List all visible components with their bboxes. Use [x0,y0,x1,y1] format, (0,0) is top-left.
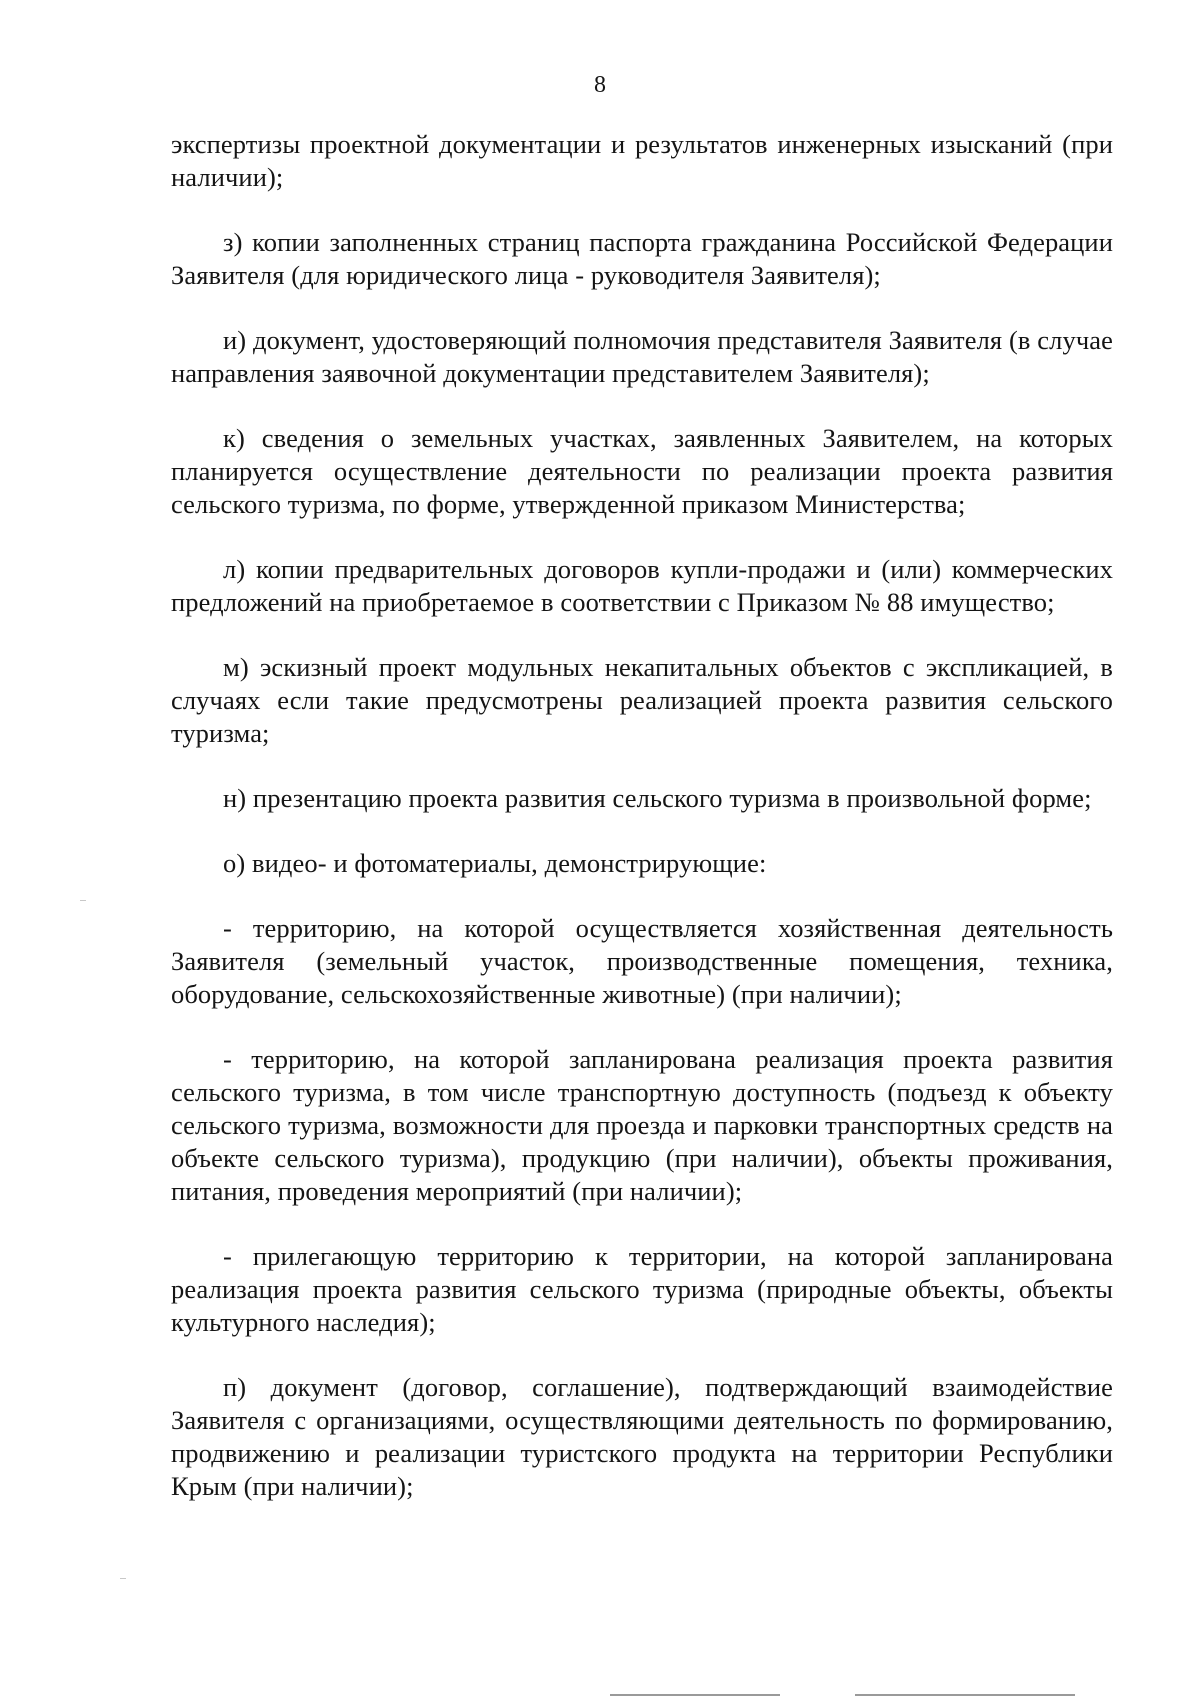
paragraph-bullet-territory-project: - территорию, на которой запланирована реализация проекта развития сельского туризма, в том числе транспортную доступность (подъезд к объекту сельского туризма, возможности для проезда и парковки транспортных средств на объекте сельского туризма), продукцию (при наличии), объекты проживания, питания, проведения мероприятий (при наличии); [171,1044,1113,1206]
paragraph-item-n: н) презентацию проекта развития сельского туризма в произвольной форме; [223,783,1092,813]
scan-margin-mark [80,900,86,901]
paragraph-item-m: м) эскизный проект модульных некапитальных объектов с экспликацией, в случаях если такие предусмотрены реализацией проекта развития сельского туризма; [171,652,1113,748]
footer-scan-line [610,1694,780,1696]
document-body [171,128,1113,1535]
paragraph-bullet-adjacent-territory: - прилегающую территорию к территории, на которой запланирована реализация проекта развития сельского туризма (природные объекты, объекты культурного наследия); [171,1241,1113,1337]
footer-scan-line [855,1694,1075,1696]
paragraph-item-p: п) документ (договор, соглашение), подтверждающий взаимодействие Заявителя с организациями, осуществляющими деятельность по формированию, продвижению и реализации туристского продукта на территории Республики Крым (при наличии); [171,1372,1113,1501]
paragraph-continued: экспертизы проектной документации и результатов инженерных изысканий (при наличии); [171,129,1113,192]
paragraph-item-o: о) видео- и фотоматериалы, демонстрирующие: [223,848,767,878]
paragraph-item-i: и) документ, удостоверяющий полномочия представителя Заявителя (в случае направления заявочной документации представителем Заявителя); [171,325,1113,388]
scan-margin-mark [120,1578,126,1579]
page-number: 8 [594,72,606,98]
paragraph-item-k: к) сведения о земельных участках, заявленных Заявителем, на которых планируется осуществление деятельности по реализации проекта развития сельского туризма, по форме, утвержденной приказом Министерства; [171,423,1113,519]
paragraph-item-z: з) копии заполненных страниц паспорта гражданина Российской Федерации Заявителя (для юридического лица - руководителя Заявителя); [171,227,1113,290]
paragraph-bullet-territory-activity: - территорию, на которой осуществляется хозяйственная деятельность Заявителя (земельный участок, производственные помещения, техника, оборудование, сельскохозяйственные животные) (при наличии); [171,913,1113,1009]
paragraph-item-l: л) копии предварительных договоров купли-продажи и (или) коммерческих предложений на приобретаемое в соответствии с Приказом № 88 имущество; [171,554,1113,617]
